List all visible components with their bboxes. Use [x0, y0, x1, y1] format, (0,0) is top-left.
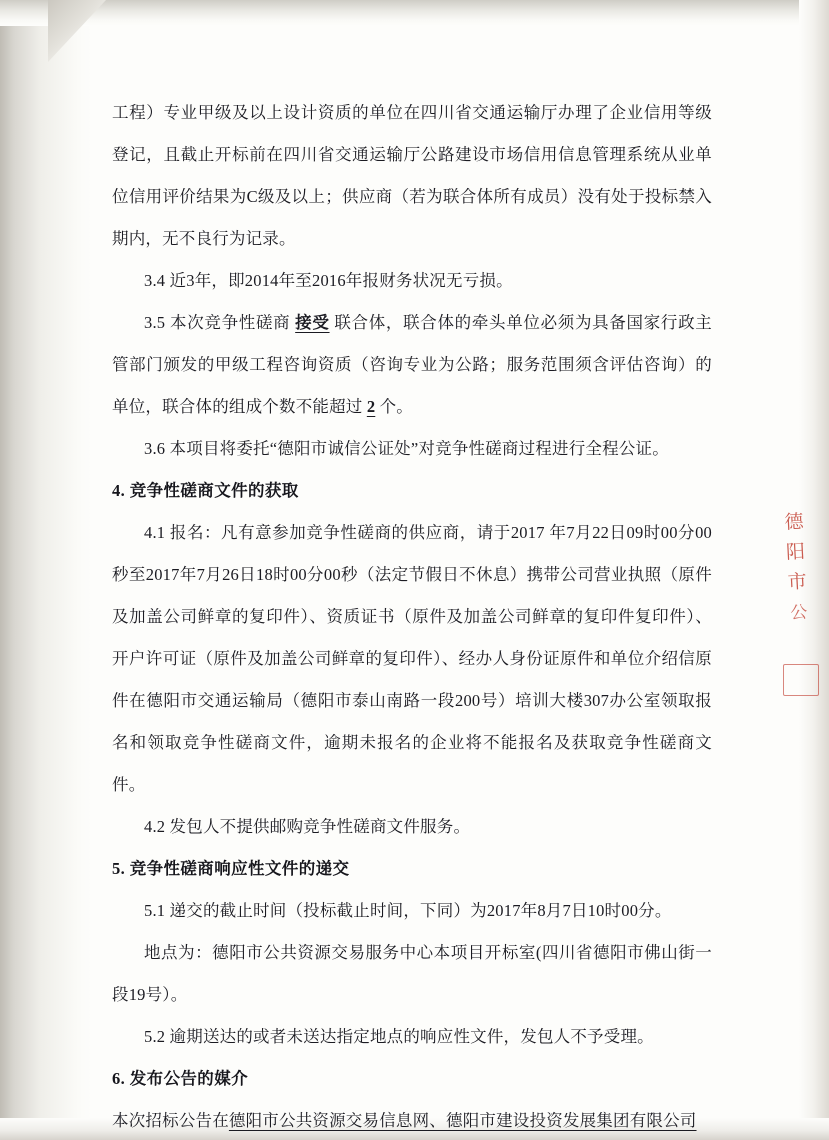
seal-char-2: 阳	[785, 541, 807, 564]
paragraph-3-5	[112, 302, 712, 428]
paragraph-3-5-seg-4: 个。	[375, 397, 414, 416]
red-seal-box	[783, 664, 819, 696]
heading-section-4: 4. 竞争性磋商文件的获取	[112, 481, 299, 500]
paragraph-6-1-seg-0: 本次招标公告在	[112, 1111, 229, 1130]
paragraph-4-2: 4.2 发包人不提供邮购竞争性磋商文件服务。	[144, 817, 471, 836]
seal-mark-char: 公	[789, 602, 809, 623]
seal-char-3: 市	[787, 571, 809, 594]
paragraph-3-5-accept-emphasis: 接受	[295, 313, 330, 332]
scan-top-edge-shadow	[0, 0, 829, 26]
paragraph-6-1-media-underline: 德阳市公共资源交易信息网、德阳市建设投资发展集团有限公司	[228, 1111, 697, 1130]
paragraph-5-2: 5.2 逾期送达的或者未送达指定地点的响应性文件，发包人不予受理。	[144, 1027, 654, 1046]
paragraph-3-5-seg-2: 联合体，联合体的牵头单位必须为具备国家行政主管部门颁发的甲级工程咨询资质（咨询专业为公路；服务范围须含评估咨询）的单位，联合体的组成个数不能超过	[112, 313, 712, 416]
scan-left-edge-shadow	[0, 0, 92, 1140]
paragraph-credit-rating: 工程）专业甲级及以上设计资质的单位在四川省交通运输厅办理了企业信用等级登记，且截止开标前在四川省交通运输厅公路建设市场信用信息管理系统从业单位信用评价结果为C级及以上；供应商（若为联合体所有成员）没有处于投标禁入期内，无不良行为记录。	[112, 103, 712, 248]
seal-char-1: 德	[784, 511, 806, 534]
heading-section-6: 6. 发布公告的媒介	[112, 1069, 248, 1088]
paragraph-5-1-location: 地点为：德阳市公共资源交易服务中心本项目开标室(四川省德阳市佛山街一段19号）。	[112, 943, 712, 1004]
paragraph-3-6: 3.6 本项目将委托“德阳市诚信公证处”对竞争性磋商过程进行全程公证。	[144, 439, 669, 458]
paragraph-3-5-seg-0: 3.5 本次竞争性磋商	[144, 313, 296, 332]
document-body	[112, 92, 712, 1140]
paragraph-3-5-count-emphasis: 2	[366, 397, 376, 416]
paragraph-3-4: 3.4 近3年，即2014年至2016年报财务状况无亏损。	[144, 271, 513, 290]
paragraph-6-1	[112, 1100, 712, 1140]
heading-section-5: 5. 竞争性磋商响应性文件的递交	[112, 859, 350, 878]
paragraph-5-1: 5.1 递交的截止时间（投标截止时间，下同）为2017年8月7日10时00分。	[144, 901, 672, 920]
paragraph-4-1: 4.1 报名：凡有意参加竞争性磋商的供应商，请于2017 年7月22日09时00分00秒至2017年7月26日18时00分00秒（法定节假日不休息）携带公司营业执照（原件及加盖公司鲜章的复印件）、资质证书（原件及加盖公司鲜章的复印件复印件）、开户许可证（原件及加盖公司鲜章的复印件）、经办人身份证原件和单位介绍信原件在德阳市交通运输局（德阳市泰山南路一段200号）培训大楼307办公室领取报名和领取竞争性磋商文件，逾期未报名的企业将不能报名及获取竞争性磋商文件。	[112, 523, 712, 794]
